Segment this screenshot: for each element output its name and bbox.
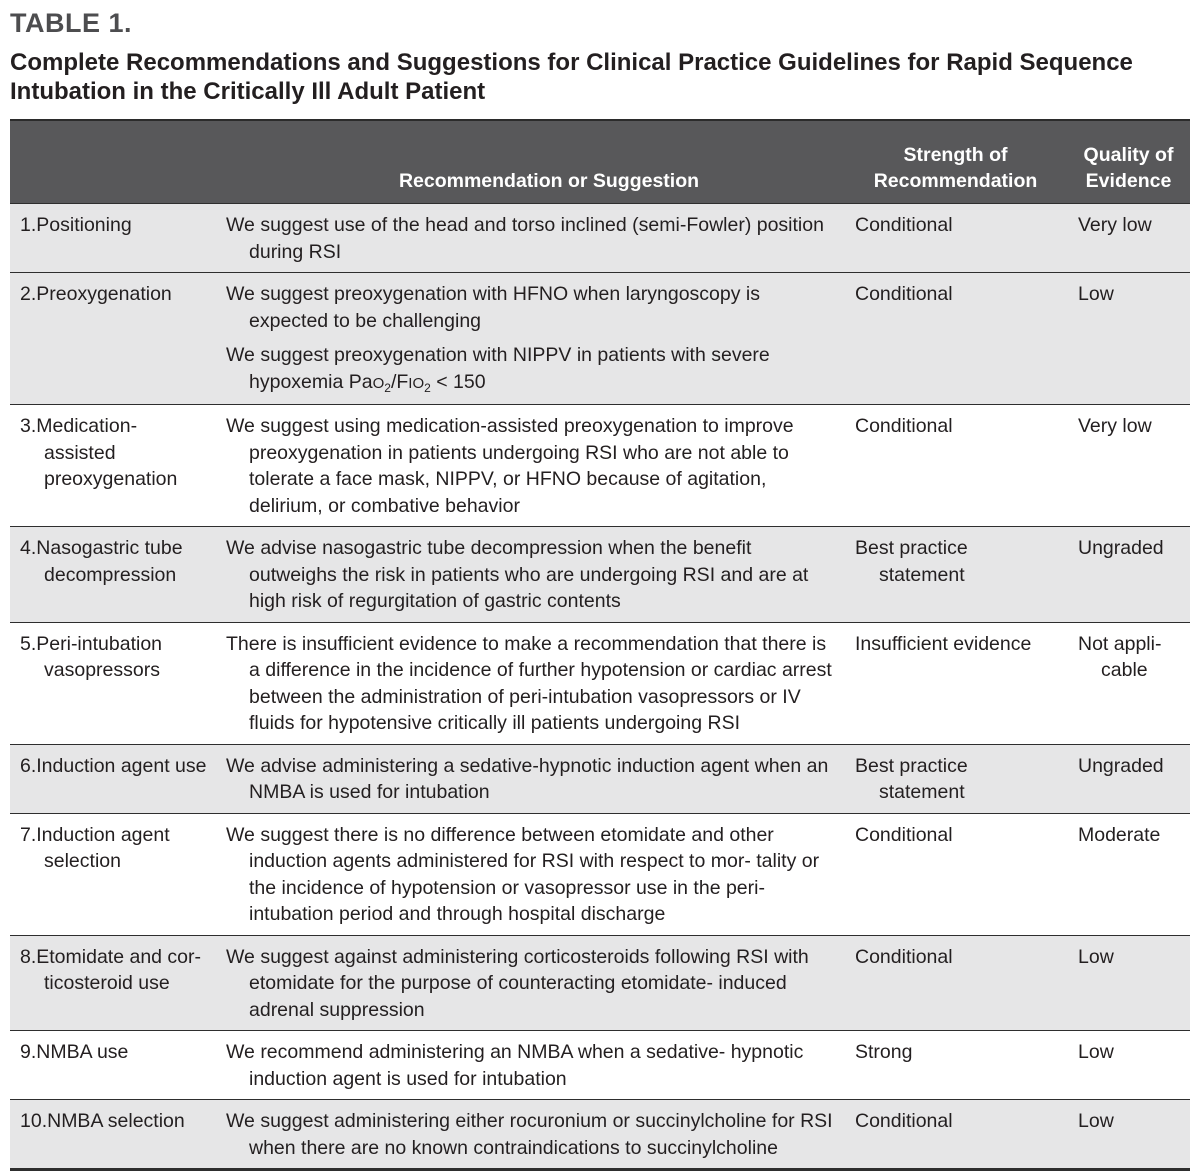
row-topic: 3.Medication-assisted preoxygenation bbox=[20, 415, 178, 490]
row-strength: Best practice statement bbox=[855, 754, 968, 803]
header-strength: Strength of Recommendation bbox=[873, 144, 1038, 192]
row-quality: Low bbox=[1078, 1110, 1114, 1132]
row-quality: Ungraded bbox=[1078, 754, 1164, 777]
row-strength: Conditional bbox=[855, 823, 953, 846]
row-strength: Conditional bbox=[855, 415, 953, 437]
rec-subscript: 2 bbox=[384, 380, 391, 395]
table-label: TABLE 1. bbox=[10, 8, 133, 38]
row-topic: 5.Peri-intubation vasopressors bbox=[20, 632, 163, 681]
row-recommendation: We suggest there is no difference between etomidate and other induction agents administered for RSI with respect to mor- tality or the incidence of hypotension or vasopressor use in the peri-intubation period and through hospital discharge bbox=[226, 823, 820, 925]
row-recommendation: We suggest administering either rocuronium or succinylcholine for RSI when there are no known contraindications to succinylcholine bbox=[226, 1110, 833, 1159]
row-quality: Very low bbox=[1078, 415, 1152, 437]
row-recommendation: We recommend administering an NMBA when a sedative- hypnotic induction agent is used for intubation bbox=[226, 1041, 804, 1090]
row-strength: Conditional bbox=[855, 283, 953, 305]
row-topic: 1.Positioning bbox=[20, 214, 132, 236]
table-row bbox=[10, 1031, 1190, 1100]
table-row bbox=[10, 405, 1190, 527]
row-recommendation: We advise nasogastric tube decompression when the benefit outweighs the risk in patients who are undergoing RSI and are at high risk of regurgitation of gastric contents bbox=[226, 537, 809, 612]
row-recommendation: We advise administering a sedative-hypnotic induction agent when an NMBA is used for intubation bbox=[226, 754, 829, 803]
row-topic: 10.NMBA selection bbox=[20, 1110, 185, 1132]
table-row bbox=[10, 935, 1190, 1031]
table-row bbox=[10, 204, 1190, 273]
row-topic: 2.Preoxygenation bbox=[20, 283, 172, 305]
row-quality: Low bbox=[1078, 283, 1114, 305]
row-recommendation: There is insufficient evidence to make a recommendation that there is a difference in the incidence of further hypotension or cardiac arrest between the administration of peri-intubation vasopressors or IV fluids for hypotensive critically ill patients undergoing RSI bbox=[226, 632, 832, 734]
row-strength: Best practice statement bbox=[855, 537, 968, 586]
table-row bbox=[10, 273, 1190, 405]
rec-subscript: 2 bbox=[424, 380, 431, 395]
table-row bbox=[10, 1100, 1190, 1170]
row-quality: Low bbox=[1078, 945, 1114, 968]
row-quality: Not appli- cable bbox=[1078, 632, 1162, 681]
rec-text: We suggest preoxygenation with NIPPV in patients with severe hypoxemia Pa bbox=[226, 344, 770, 393]
row-quality: Low bbox=[1078, 1041, 1114, 1063]
table-row bbox=[10, 527, 1190, 623]
row-topic: 7.Induction agent selection bbox=[20, 823, 170, 872]
row-topic: 8.Etomidate and cor- ticosteroid use bbox=[20, 945, 202, 994]
table-row bbox=[10, 813, 1190, 935]
header-row bbox=[10, 120, 1190, 204]
table-row bbox=[10, 622, 1190, 744]
row-recommendation: We suggest use of the head and torso inclined (semi-Fowler) position during RSI bbox=[226, 214, 824, 263]
rec-text: < 150 bbox=[430, 370, 486, 393]
rec-text: O bbox=[372, 374, 385, 392]
row-recommendation bbox=[226, 342, 838, 397]
row-topic: 6.Induction agent use bbox=[20, 754, 207, 777]
rec-text: /F bbox=[390, 370, 409, 393]
row-topic: 4.Nasogastric tube decompression bbox=[20, 537, 183, 586]
row-recommendation: We suggest against administering corticosteroids following RSI with etomidate for the purpose of counteracting etomidate- induced adrenal suppression bbox=[226, 945, 809, 1021]
header-recommendation: Recommendation or Suggestion bbox=[398, 170, 700, 192]
row-recommendation: We suggest preoxygenation with HFNO when laryngoscopy is expected to be challenging bbox=[226, 283, 760, 332]
rec-text: IO bbox=[408, 374, 425, 392]
row-quality: Moderate bbox=[1078, 823, 1161, 846]
row-quality: Ungraded bbox=[1078, 537, 1164, 559]
recommendations-table bbox=[10, 119, 1190, 1171]
table-title: Complete Recommendations and Suggestions for Clinical Practice Guidelines for Rapid Sequence Intubation in the Critically Ill Adult Patient bbox=[10, 49, 1133, 105]
row-strength: Conditional bbox=[855, 1110, 953, 1132]
page bbox=[0, 6, 1200, 1171]
table-row bbox=[10, 744, 1190, 813]
row-strength: Insufficient evidence bbox=[855, 632, 1032, 655]
row-strength: Strong bbox=[855, 1041, 913, 1063]
header-quality: Quality of Evidence bbox=[1083, 144, 1174, 192]
row-topic: 9.NMBA use bbox=[20, 1041, 129, 1063]
row-strength: Conditional bbox=[855, 945, 953, 968]
row-strength: Conditional bbox=[855, 214, 953, 236]
row-quality: Very low bbox=[1078, 214, 1152, 236]
header-topic bbox=[10, 120, 218, 204]
row-recommendation: We suggest using medication-assisted preoxygenation to improve preoxygenation in patients undergoing RSI who are not able to tolerate a face mask, NIPPV, or HFNO because of agitation, delirium, or combative behavior bbox=[226, 415, 794, 517]
